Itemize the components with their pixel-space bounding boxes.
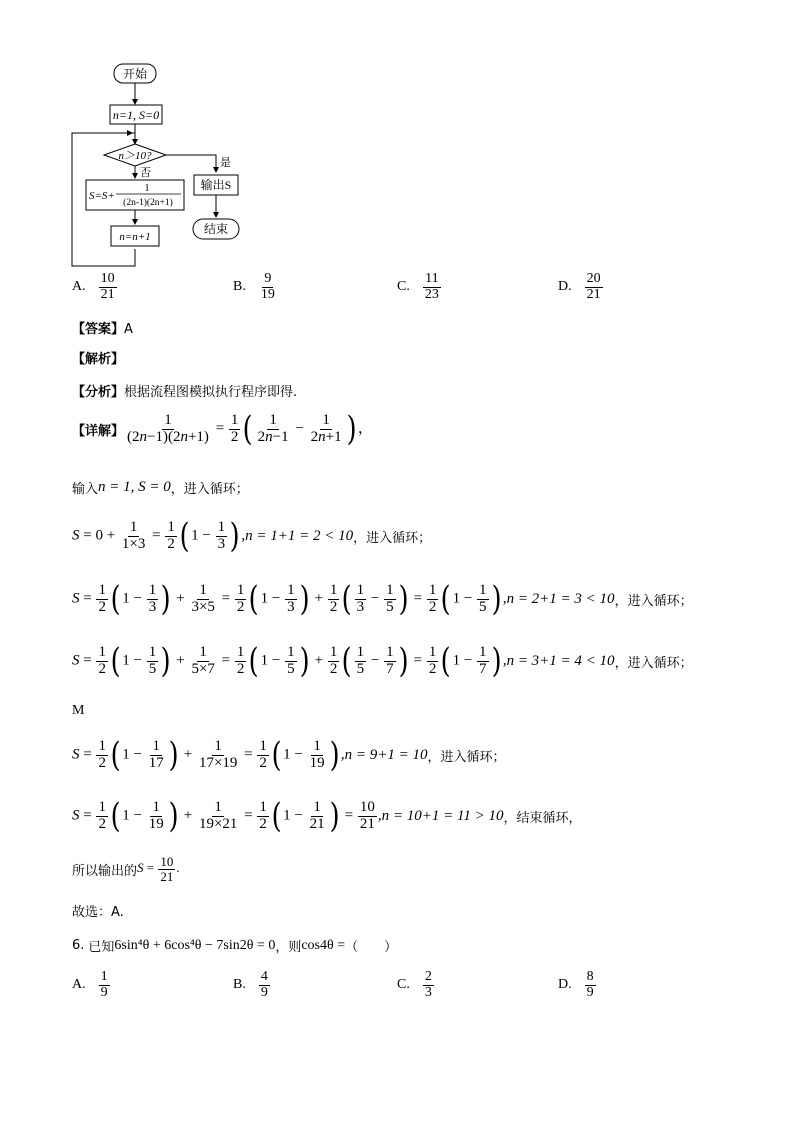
frac-num: 11 <box>425 271 439 286</box>
frac-num: 20 <box>586 271 601 286</box>
input-line <box>72 478 249 497</box>
ellipsis: M <box>72 703 85 718</box>
q6-option-b[interactable] <box>233 970 271 1000</box>
step-3: S = $\frac{1}{2}$ ( 1 − $\frac{1}{5}$ ) + $\frac{1}{5\times 7}$ = $\frac{1}{2}$ ( 1 − $\frac{1}{5}$ ) + $\frac{1}{2}$ ( $\frac{1}{5}$ − $\frac{1}{7}$ ) = $\frac{1}{2}$ ( 1 − $\frac{1}{7}$ ) , n = 3+1 = 4 < 10 ，进入循环； <box>72 641 693 681</box>
q6-equation: 6sin⁴θ + 6cos⁴θ − 7sin2θ = 0 <box>114 937 276 953</box>
frac-den: 9 <box>260 984 268 1000</box>
option-label: C. <box>397 279 410 295</box>
input-text: 输入 <box>72 482 99 497</box>
update-s-num: 1 <box>144 183 150 194</box>
frac-num: 8 <box>586 969 594 984</box>
frac-den: 3 <box>424 984 432 1000</box>
q5-option-c[interactable] <box>397 272 442 302</box>
step-2: S = $\frac{1}{2}$ ( 1 − $\frac{1}{3}$ ) + $\frac{1}{3\times 5}$ = $\frac{1}{2}$ ( 1 − $\frac{1}{3}$ ) + $\frac{1}{2}$ ( $\frac{1}{3}$ − $\frac{1}{5}$ ) = $\frac{1}{2}$ ( 1 − $\frac{1}{5}$ ) , n = 2+1 = 3 < 10 ，进入循环； <box>72 579 693 619</box>
frac-num: 10 <box>100 271 115 286</box>
q6-option-a[interactable] <box>72 970 111 1000</box>
enter-loop-text: ，进入循环； <box>614 655 693 671</box>
identity-line <box>72 409 373 449</box>
step-9: S = $\frac{1}{2}$ ( 1 − $\frac{1}{17}$ ) + $\frac{1}{17\times 19}$ = $\frac{1}{2}$ ( 1 − $\frac{1}{19}$ ) , n = 9+1 = 10 ，进入循环； <box>72 735 506 775</box>
condition-label: n＞10? <box>118 150 152 162</box>
frac-num: 2 <box>424 969 432 984</box>
analysis-tag: 【解析】 <box>72 352 125 367</box>
frac-den: 19 <box>260 286 275 302</box>
enter-loop-text: ，进入循环； <box>614 593 693 609</box>
q5-option-a[interactable] <box>72 272 118 302</box>
frac-den: 9 <box>100 984 108 1000</box>
frac-den: 21 <box>586 286 601 302</box>
q5-option-b[interactable] <box>233 272 278 302</box>
frac-den: 21 <box>100 286 115 302</box>
option-label: A. <box>72 977 86 993</box>
identity-formula: $\frac{1}{(2n-1)(2n+1)}$ = $\frac{1}{2}$ ( $\frac{1}{2n-1}$ − $\frac{1}{2n+1}$ ) ， <box>127 409 373 449</box>
end-label: 结束 <box>203 222 229 236</box>
update-s-den: (2n-1)(2n+1) <box>123 198 173 208</box>
q6-number: 6. <box>72 938 85 953</box>
answer-value: A <box>124 322 133 337</box>
flowchart <box>60 58 260 270</box>
step-n: n = 9+1 = 10 <box>344 746 428 763</box>
start-label: 开始 <box>122 67 148 81</box>
option-label: D. <box>558 279 572 295</box>
step-n: n = 2+1 = 3 < 10 <box>506 590 615 607</box>
frac-den: 9 <box>586 984 594 1000</box>
q6-mid: ，则 <box>275 940 302 955</box>
fenxi-text: 根据流程图模拟执行程序即得. <box>124 385 298 400</box>
no-label: 否 <box>140 167 151 179</box>
q6-target: cos4θ = <box>301 937 346 953</box>
output-text: 所以输出的 <box>72 863 138 879</box>
input-enter-loop: ，进入循环； <box>170 482 249 497</box>
flowchart-svg <box>60 58 260 270</box>
enter-loop-text: ，进入循环； <box>353 530 432 546</box>
q6-stem <box>72 936 397 955</box>
frac-num: 4 <box>260 969 268 984</box>
init-label: n=1, S=0 <box>112 108 160 122</box>
yes-label: 是 <box>220 157 231 169</box>
update-s-lhs: S=S+ <box>89 190 115 202</box>
fenxi-line <box>72 381 297 400</box>
xiangjie-tag: 【详解】 <box>72 423 125 439</box>
frac-num: 1 <box>100 969 108 984</box>
fenxi-tag: 【分析】 <box>72 385 125 400</box>
update-n-label: n=n+1 <box>119 231 151 243</box>
option-label: A. <box>72 279 86 295</box>
answer-tag: 【答案】 <box>72 322 125 337</box>
frac-num: 9 <box>264 271 272 286</box>
step-1: S = 0 + $\frac{1}{1\times 3}$ = $\frac{1}{2}$ ( 1 − $\frac{1}{3}$ ) , n = 1+1 = 2 < 10 ，进入循环； <box>72 516 432 556</box>
frac-den: 23 <box>424 286 439 302</box>
step-n: n = 1+1 = 2 < 10 <box>245 527 354 544</box>
output-line: 所以输出的 S = $\frac{10}{21}$ . <box>72 854 180 884</box>
q6-prefix: 已知 <box>88 940 115 955</box>
step-n: n = 10+1 = 11 > 10 <box>381 807 504 824</box>
input-math: n = 1, S = 0 <box>98 479 171 495</box>
answer-line <box>72 318 133 337</box>
q6-option-d[interactable] <box>558 970 597 1000</box>
q6-blank: （ ） <box>345 940 398 955</box>
option-label: B. <box>233 279 246 295</box>
q6-option-c[interactable] <box>397 970 435 1000</box>
option-label: D. <box>558 977 572 993</box>
q5-option-d[interactable] <box>558 272 604 302</box>
choose-text: 故选：A. <box>72 905 124 920</box>
option-label: C. <box>397 977 410 993</box>
step-10: S = $\frac{1}{2}$ ( 1 − $\frac{1}{19}$ ) + $\frac{1}{19\times 21}$ = $\frac{1}{2}$ ( 1 − $\frac{1}{21}$ ) = $\frac{10}{21}$ , n = 10+1 = 11 > 10 ，结束循环， <box>72 796 582 836</box>
enter-loop-text: ，进入循环； <box>427 749 506 765</box>
step-n: n = 3+1 = 4 < 10 <box>506 652 615 669</box>
option-label: B. <box>233 977 246 993</box>
output-label: 输出S <box>200 178 232 192</box>
end-loop-text: ，结束循环， <box>503 810 582 826</box>
